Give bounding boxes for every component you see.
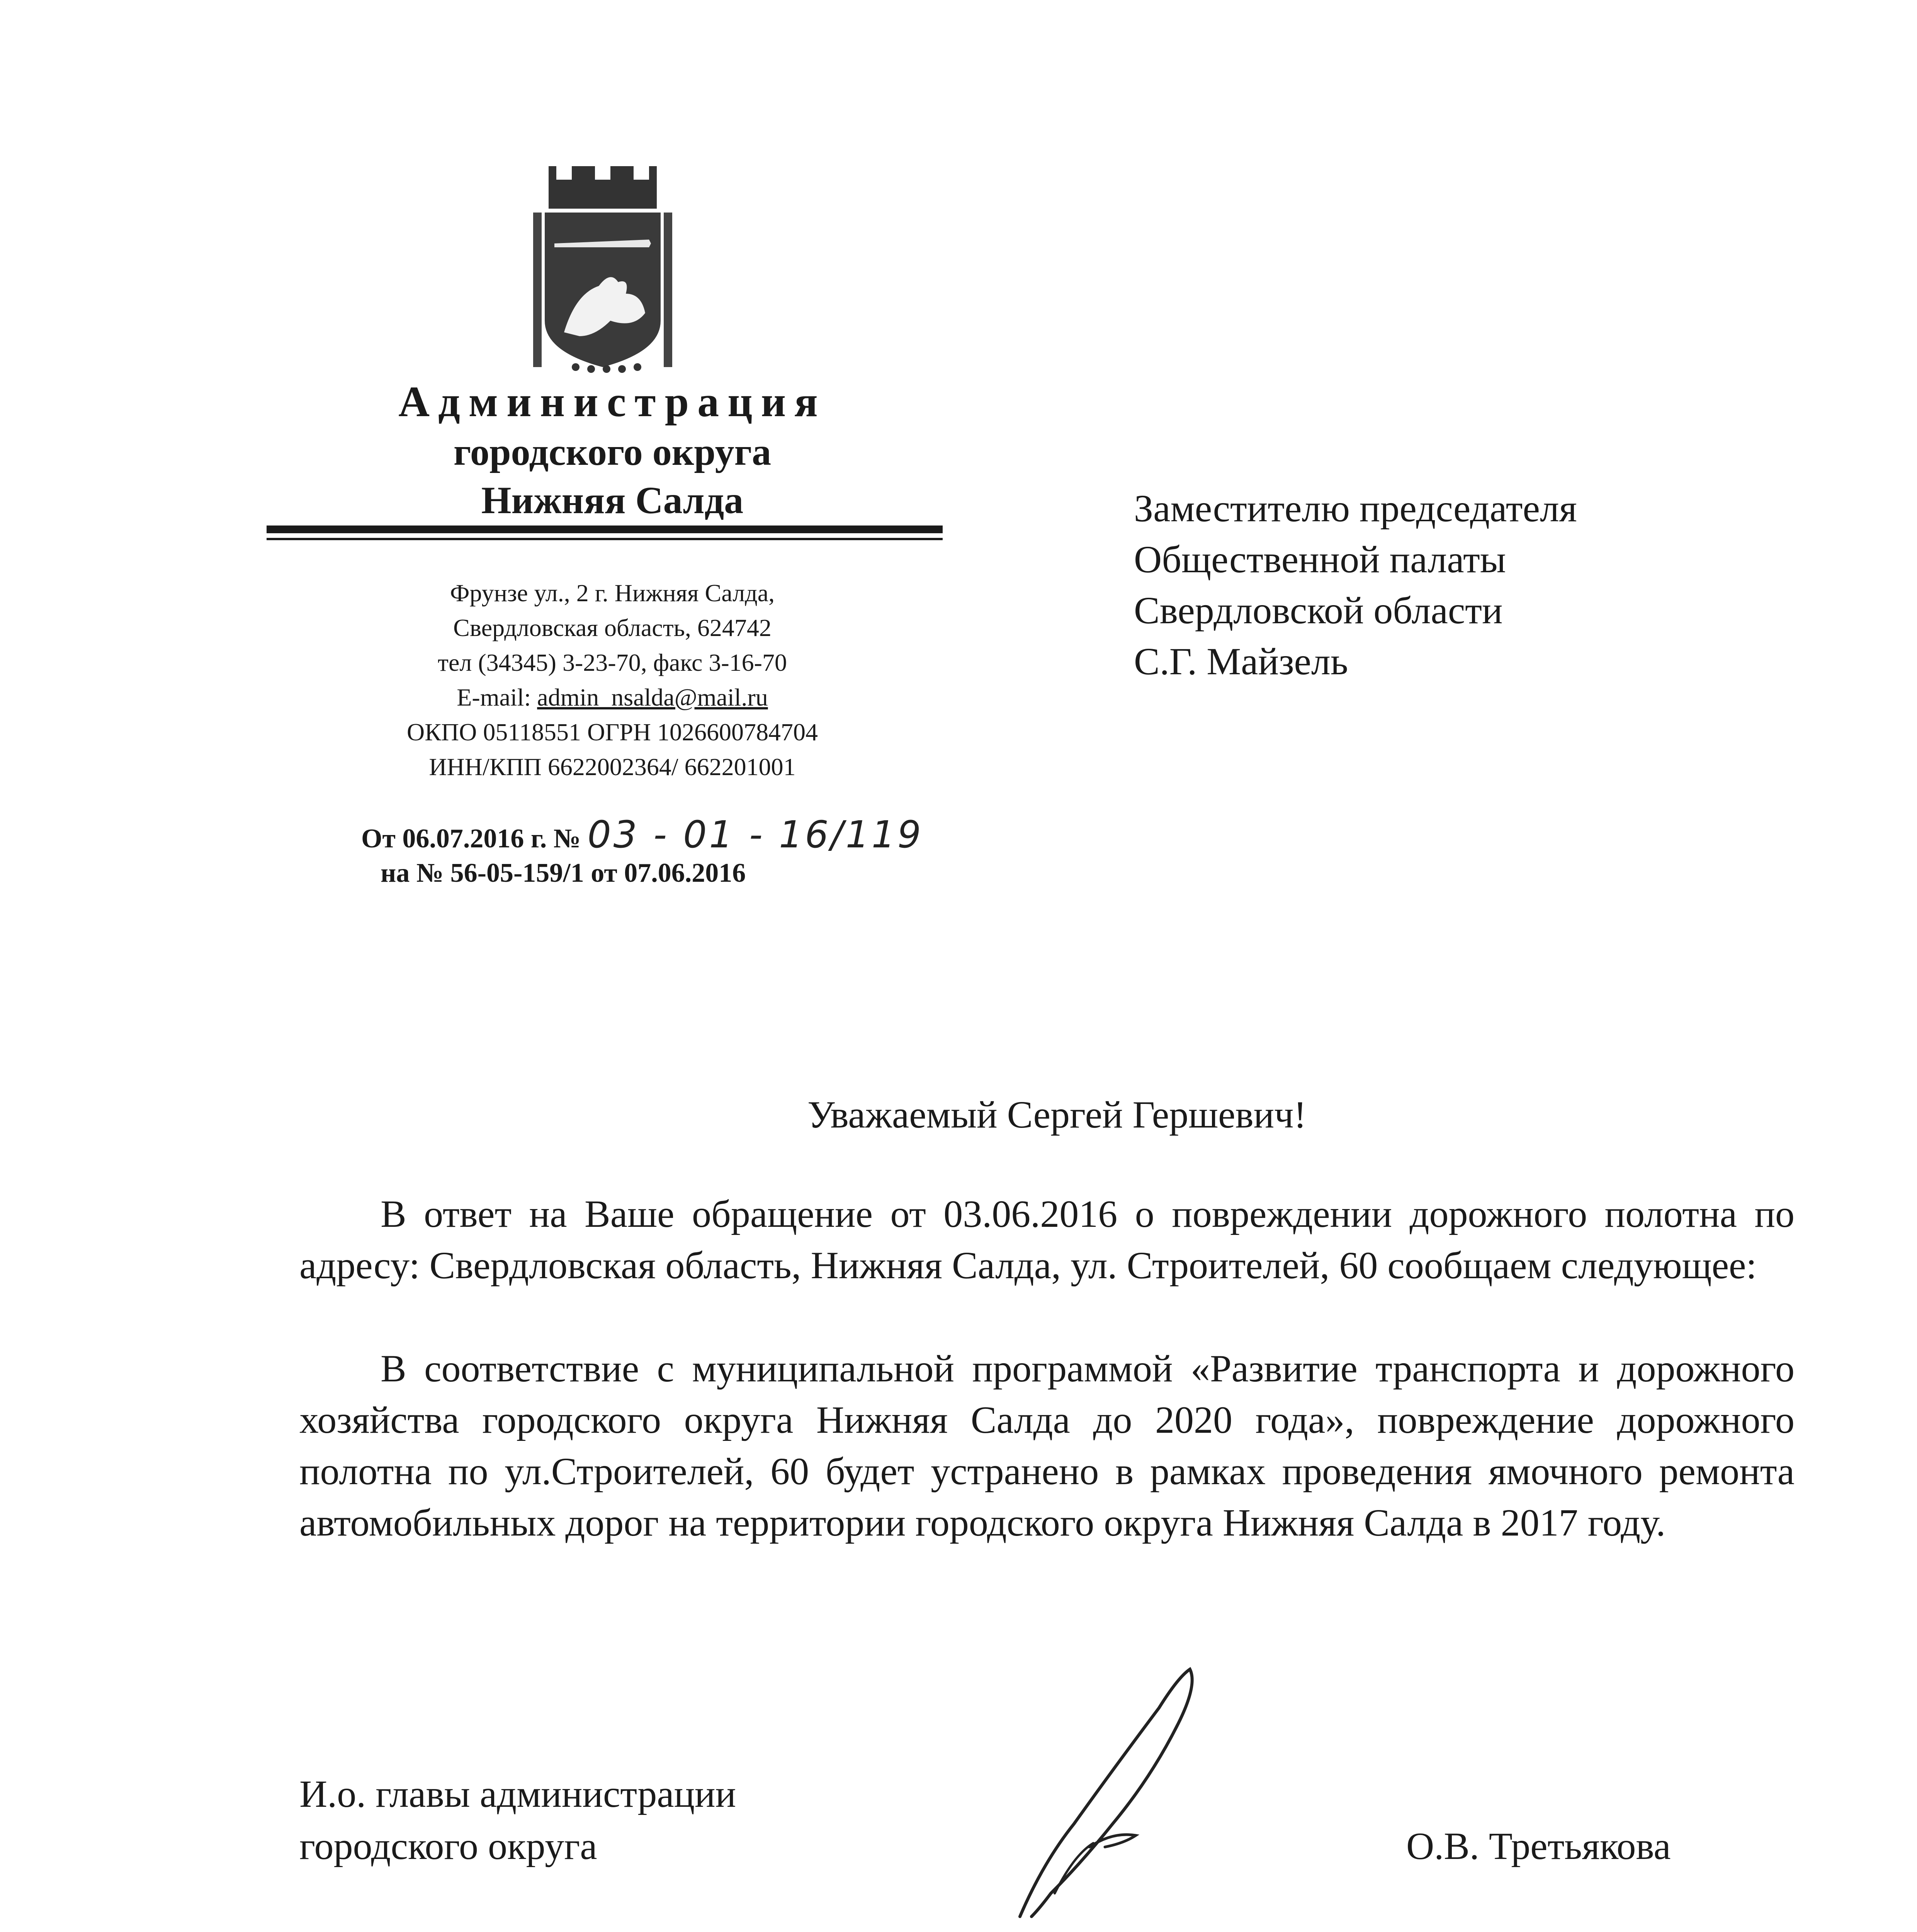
registry-codes-line2: ИНН/КПП 6622002364/ 662201001 (429, 753, 796, 781)
registry-codes-line1: ОКПО 05118551 ОГРН 1026600784704 (407, 718, 818, 746)
letter-paragraph-2: В соответствие с муниципальной программой «Развитие транспорта и дорожного хозяйства городского округа Нижняя Салда до 2020 года», повреждение дорожного полотна по ул.Строителей, 60 будет устранено в рамках проведения ямочного ремонта автомобильных дорог на территории городского округа Нижняя Салда в 2017 году. (299, 1347, 1795, 1544)
header-divider-thick (267, 526, 943, 533)
addressee-name: С.Г. Майзель (1134, 640, 1348, 683)
signatory-position-line2: городского округа (299, 1825, 597, 1867)
outgoing-reference (361, 813, 923, 856)
email-line (267, 680, 958, 715)
org-title-line3: Нижняя Салда (481, 479, 744, 522)
signatory-name: О.В. Третьякова (1406, 1825, 1671, 1867)
outgoing-number-handwritten: 03 - 01 - 16/119 (587, 813, 923, 856)
org-title-line2: городского округа (453, 430, 772, 473)
letter-greeting: Уважаемый Сергей Гершевич! (807, 1093, 1307, 1136)
handwritten-signature (997, 1662, 1244, 1924)
outgoing-date-label: От 06.07.2016 г. № (361, 824, 588, 854)
addressee-line1: Заместителю председателя (1134, 487, 1577, 530)
coat-of-arms-emblem (533, 166, 672, 375)
header-divider-thin (267, 538, 943, 540)
addressee-line2: Общественной палаты (1134, 538, 1506, 581)
incoming-reference: на № 56-05-159/1 от 07.06.2016 (381, 858, 746, 888)
signatory-position-line1: И.о. главы администрации (299, 1772, 736, 1815)
address-line1: Фрунзе ул., 2 г. Нижняя Салда, (450, 579, 775, 607)
org-title-line1: Администрация (398, 378, 826, 426)
addressee-line3: Свердловской области (1134, 589, 1503, 632)
letter-paragraph-1: В ответ на Ваше обращение от 03.06.2016 о повреждении дорожного полотна по адресу: Свердловская область, Нижняя Салда, ул. Строителей, 60 сообщаем следующее: (299, 1192, 1795, 1287)
address-line2: Свердловская область, 624742 (453, 614, 772, 641)
email-link[interactable]: admin_nsalda@mail.ru (537, 684, 768, 711)
email-label: E-mail: (457, 684, 537, 711)
phone-fax-line: тел (34345) 3-23-70, факс 3-16-70 (438, 649, 787, 676)
